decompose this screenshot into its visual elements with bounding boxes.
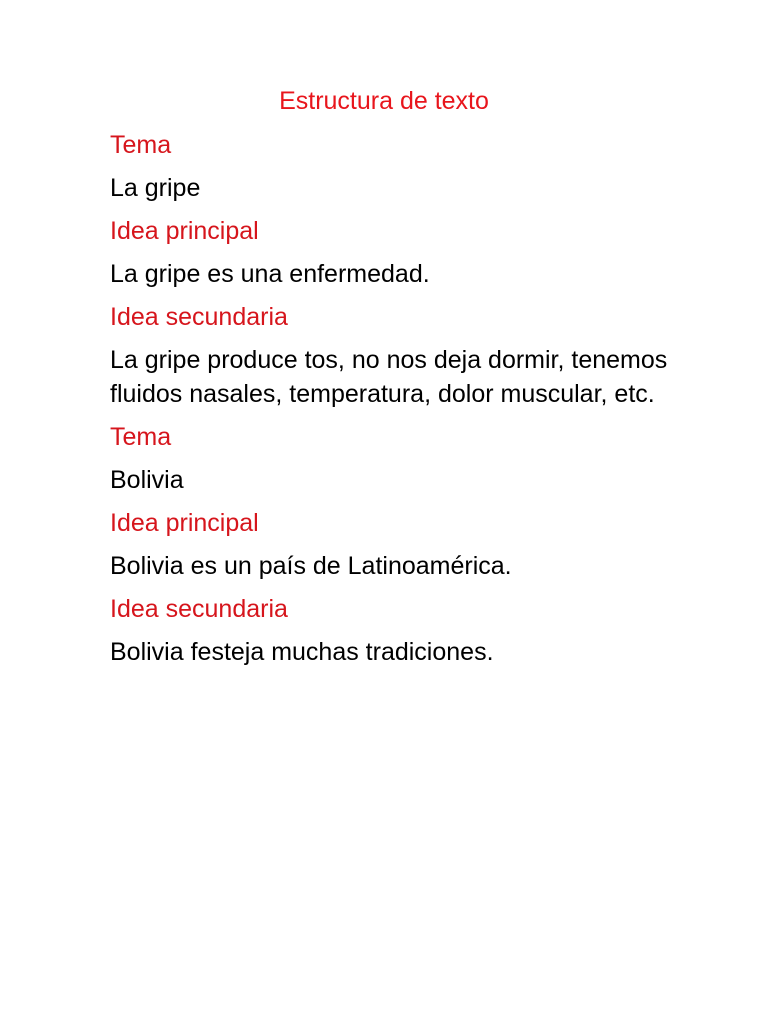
section-idea-secundaria-bolivia — [110, 592, 670, 669]
section-text-tema: La gripe — [110, 174, 201, 202]
section-idea-principal-bolivia — [110, 506, 670, 583]
section-text-idea-principal: La gripe es una enfermedad. — [110, 260, 430, 288]
section-heading-tema: Tema — [110, 131, 172, 159]
section-tema-gripe — [110, 128, 670, 205]
section-text-tema: Bolivia — [110, 466, 184, 494]
document-content — [110, 128, 670, 678]
section-tema-bolivia — [110, 420, 670, 497]
section-heading-idea-secundaria: Idea secundaria — [110, 595, 288, 623]
document-title: Estructura de texto — [279, 87, 489, 115]
section-heading-idea-principal: Idea principal — [110, 217, 259, 245]
section-heading-tema: Tema — [110, 423, 172, 451]
section-text-idea-principal: Bolivia es un país de Latinoamérica. — [110, 552, 512, 580]
section-heading-idea-principal: Idea principal — [110, 509, 259, 537]
section-idea-secundaria-gripe — [110, 300, 670, 411]
section-idea-principal-gripe — [110, 214, 670, 291]
section-heading-idea-secundaria: Idea secundaria — [110, 303, 288, 331]
section-text-idea-secundaria: La gripe produce tos, no nos deja dormir, tenemos fluidos nasales, temperatura, dolor muscular, etc. — [110, 346, 668, 408]
section-text-idea-secundaria: Bolivia festeja muchas tradiciones. — [110, 638, 494, 666]
